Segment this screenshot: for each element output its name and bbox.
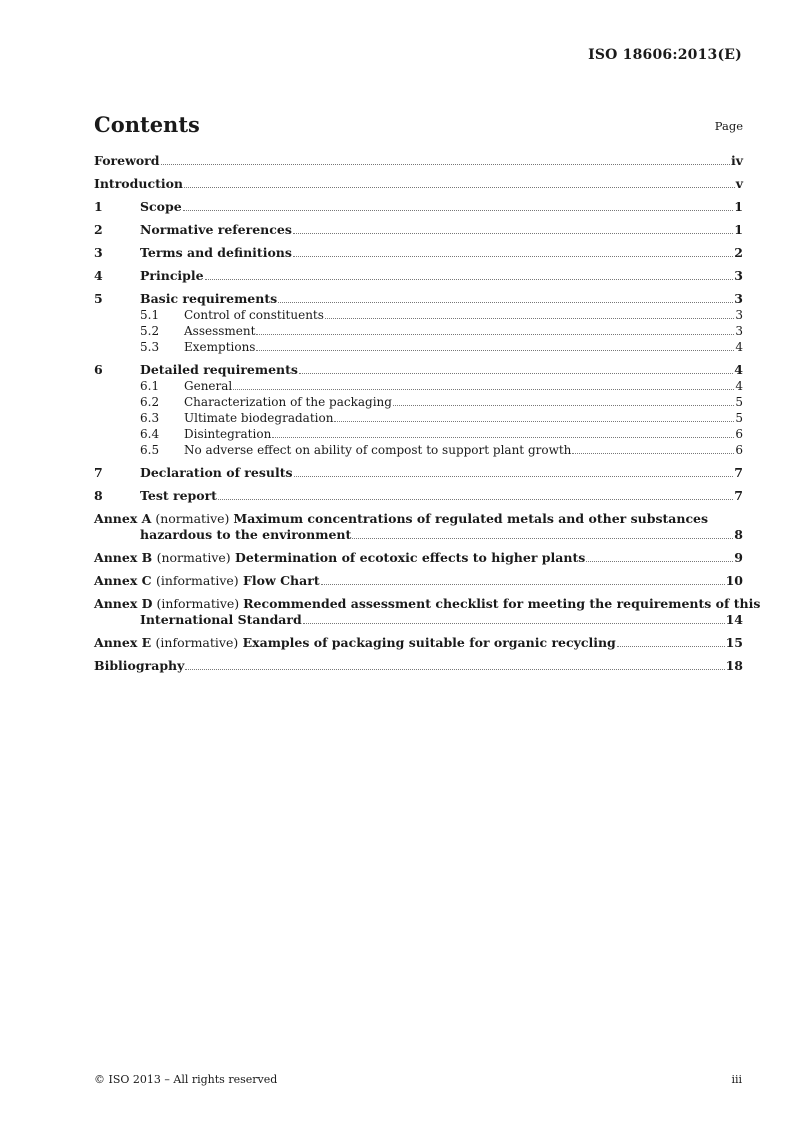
- leader-dots: [393, 405, 734, 406]
- toc-entry-page: 18: [725, 658, 743, 673]
- section-number: 6: [94, 362, 103, 377]
- toc-entry-title: Introduction: [94, 176, 184, 191]
- toc-entry-foreword[interactable]: [94, 153, 743, 169]
- toc-entry-title: Test report: [140, 488, 217, 503]
- toc-entry-section-2[interactable]: [94, 222, 743, 238]
- subsection-number: 6.2: [140, 395, 160, 409]
- toc-entry-page: 5: [735, 395, 743, 409]
- leader-dots: [185, 669, 724, 670]
- subsection-number: 5.3: [140, 340, 160, 354]
- toc-entry-page: 7: [734, 465, 743, 480]
- leader-dots: [572, 453, 734, 454]
- leader-dots: [256, 334, 734, 335]
- leader-dots: [278, 302, 733, 303]
- annex-label: Annex D: [94, 596, 153, 611]
- annex-type: (informative): [155, 573, 239, 588]
- annex-type: (informative): [155, 635, 239, 650]
- section-number: 1: [94, 199, 103, 214]
- toc-entry-subsection-6-4[interactable]: [94, 426, 743, 442]
- leader-dots: [325, 318, 734, 319]
- toc-entry-title: Control of constituents: [184, 308, 324, 322]
- annex-title: Determination of ecotoxic effects to higher plants: [235, 550, 586, 565]
- leader-dots: [617, 646, 725, 647]
- leader-dots: [334, 421, 734, 422]
- section-number: 4: [94, 268, 103, 283]
- toc-entry-page: 1: [734, 199, 743, 214]
- toc-entry-title: Principle: [140, 268, 204, 283]
- leader-dots: [299, 373, 733, 374]
- toc-entry-page: 3: [735, 324, 743, 338]
- toc-entry-title: Normative references: [140, 222, 292, 237]
- annex-title: Maximum concentrations of regulated metals and other substances: [233, 511, 709, 526]
- toc-entry-page: 14: [725, 612, 743, 627]
- toc-entry-title: Exemptions: [184, 340, 256, 354]
- toc-entry-title: Characterization of the packaging: [184, 395, 392, 409]
- subsection-number: 6.3: [140, 411, 160, 425]
- toc-entry-bibliography[interactable]: [94, 658, 743, 674]
- subsection-number: 6.4: [140, 427, 160, 441]
- toc-entry-section-8[interactable]: [94, 488, 743, 504]
- toc-entry-page: iv: [730, 153, 743, 168]
- toc-entry-title: Detailed requirements: [140, 362, 298, 377]
- toc-entry-annex-e[interactable]: [94, 635, 743, 651]
- toc-entry-page: 6: [735, 443, 743, 457]
- section-number: 8: [94, 488, 103, 503]
- toc-entry-section-7[interactable]: [94, 465, 743, 481]
- leader-dots: [161, 164, 730, 165]
- toc-entry-annex-b[interactable]: [94, 550, 743, 566]
- leader-dots: [184, 187, 735, 188]
- toc-entry-subsection-5-2[interactable]: [94, 323, 743, 339]
- toc-entry-page: 1: [734, 222, 743, 237]
- leader-dots: [293, 233, 733, 234]
- leader-dots: [233, 389, 734, 390]
- leader-dots: [256, 350, 734, 351]
- subsection-number: 6.5: [140, 443, 160, 457]
- leader-dots: [218, 499, 733, 500]
- toc-entry-section-5[interactable]: [94, 291, 743, 307]
- leader-dots: [293, 256, 733, 257]
- document-id: ISO 18606:2013(E): [588, 47, 742, 63]
- toc-entry-page: 4: [734, 362, 743, 377]
- annex-title-continued: hazardous to the environment: [140, 527, 352, 542]
- toc-entry-title: Declaration of results: [140, 465, 293, 480]
- toc-entry-page: 8: [734, 527, 743, 542]
- toc-entry-page: 4: [735, 379, 743, 393]
- annex-type: (informative): [156, 596, 240, 611]
- toc-entry-title: Bibliography: [94, 658, 185, 673]
- toc-entry-page: v: [735, 176, 743, 191]
- toc-entry-page: 4: [735, 340, 743, 354]
- leader-dots: [205, 279, 734, 280]
- annex-title: Recommended assessment checklist for meeting the requirements of this: [243, 596, 761, 611]
- toc-entry-page: 5: [735, 411, 743, 425]
- section-number: 3: [94, 245, 103, 260]
- toc-entry-subsection-5-3[interactable]: [94, 339, 743, 355]
- toc-entry-section-3[interactable]: [94, 245, 743, 261]
- contents-title: Contents: [94, 112, 200, 137]
- leader-dots: [272, 437, 734, 438]
- toc-entry-page: 15: [725, 635, 743, 650]
- subsection-number: 5.2: [140, 324, 160, 338]
- toc-entry-subsection-6-5[interactable]: [94, 442, 743, 458]
- toc-entry-title: Foreword: [94, 153, 160, 168]
- leader-dots: [183, 210, 734, 211]
- leader-dots: [586, 561, 733, 562]
- section-number: 2: [94, 222, 103, 237]
- leader-dots: [321, 584, 725, 585]
- toc-entry-annex-a[interactable]: [94, 511, 743, 543]
- annex-title: Flow Chart: [243, 573, 320, 588]
- toc-entry-section-4[interactable]: [94, 268, 743, 284]
- toc-entry-title: General: [184, 379, 233, 393]
- annex-title: Examples of packaging suitable for organic recycling: [242, 635, 616, 650]
- toc-entry-section-1[interactable]: [94, 199, 743, 215]
- leader-dots: [303, 623, 725, 624]
- leader-dots: [294, 476, 734, 477]
- toc-entry-page: 6: [735, 427, 743, 441]
- toc-entry-title: Scope: [140, 199, 182, 214]
- toc-entry-page: 9: [734, 550, 743, 565]
- toc-entry-subsection-6-2[interactable]: [94, 394, 743, 410]
- section-number: 7: [94, 465, 103, 480]
- toc-entry-page: 7: [734, 488, 743, 503]
- annex-type: (normative): [156, 550, 231, 565]
- toc-entry-title: Terms and definitions: [140, 245, 292, 260]
- toc-entry-page: 3: [734, 268, 743, 283]
- toc-entry-page: 3: [734, 291, 743, 306]
- page-number: iii: [731, 1073, 742, 1086]
- toc-entry-title: No adverse effect on ability of compost to support plant growth: [184, 443, 572, 457]
- toc-entry-title: Ultimate biodegradation: [184, 411, 334, 425]
- subsection-number: 6.1: [140, 379, 160, 393]
- toc-entry-subsection-6-3[interactable]: [94, 410, 743, 426]
- annex-title-continued: International Standard: [140, 612, 302, 627]
- toc-entry-title: Basic requirements: [140, 291, 278, 306]
- section-number: 5: [94, 291, 103, 306]
- table-of-contents: [94, 153, 761, 674]
- annex-label: Annex A: [94, 511, 152, 526]
- toc-entry-annex-c[interactable]: [94, 573, 743, 589]
- toc-entry-title: Disintegration: [184, 427, 272, 441]
- toc-entry-section-6[interactable]: [94, 362, 743, 378]
- toc-entry-page: 3: [735, 308, 743, 322]
- subsection-number: 5.1: [140, 308, 160, 322]
- leader-dots: [352, 538, 733, 539]
- toc-entry-annex-d[interactable]: [94, 596, 761, 628]
- toc-entry-page: 2: [734, 245, 743, 260]
- annex-label: Annex E: [94, 635, 152, 650]
- page-column-label: Page: [714, 119, 743, 133]
- annex-type: (normative): [155, 511, 230, 526]
- annex-label: Annex C: [94, 573, 152, 588]
- toc-entry-subsection-5-1[interactable]: [94, 307, 743, 323]
- copyright-notice: © ISO 2013 – All rights reserved: [94, 1073, 278, 1086]
- toc-entry-page: 10: [725, 573, 743, 588]
- annex-label: Annex B: [94, 550, 153, 565]
- toc-entry-title: Assessment: [184, 324, 256, 338]
- toc-entry-subsection-6-1[interactable]: [94, 378, 743, 394]
- toc-entry-introduction[interactable]: [94, 176, 743, 192]
